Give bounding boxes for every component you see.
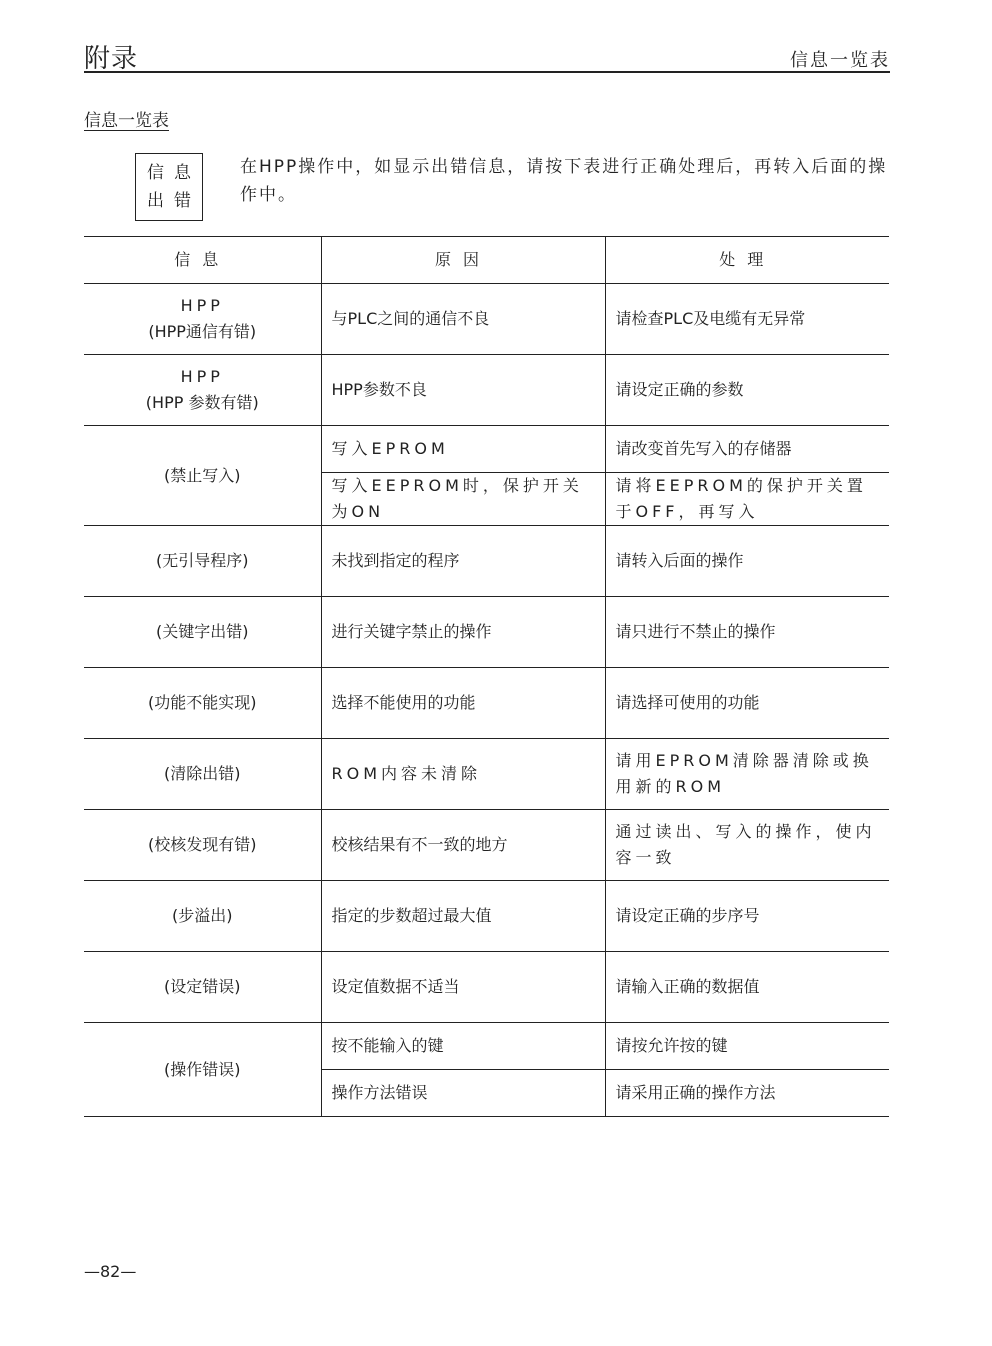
cause-cell: 操作方法错误	[321, 1070, 605, 1117]
message-table	[84, 236, 889, 1117]
action-cell: 通过读出、写入的操作，使内容一致	[605, 810, 889, 881]
action-cell: 请用EPROM清除器清除或换用新的ROM	[605, 739, 889, 810]
table-row	[84, 739, 889, 810]
message-cell: (无引导程序)	[84, 526, 321, 597]
message-cell: (设定错误)	[84, 952, 321, 1023]
cause-cell: 指定的步数超过最大值	[321, 881, 605, 952]
table-row	[84, 668, 889, 739]
cause-cell: 校核结果有不一致的地方	[321, 810, 605, 881]
cause-cell: 设定值数据不适当	[321, 952, 605, 1023]
action-cell: 请只进行不禁止的操作	[605, 597, 889, 668]
cause-cell: 选择不能使用的功能	[321, 668, 605, 739]
cause-cell: 与PLC之间的通信不良	[321, 284, 605, 355]
message-cell: (清除出错)	[84, 739, 321, 810]
table-row	[84, 526, 889, 597]
cause-cell: 按不能输入的键	[321, 1023, 605, 1070]
message-text: (HPP 参数有错)	[145, 393, 259, 412]
message-cell: (禁止写入)	[84, 426, 321, 526]
box-line-1: 信息	[147, 163, 201, 183]
action-cell: 请选择可使用的功能	[605, 668, 889, 739]
cause-cell: 写入EPROM	[321, 426, 605, 473]
message-error-box	[135, 153, 203, 221]
message-text: (HPP通信有错)	[148, 322, 257, 341]
col-header-action: 处理	[605, 237, 889, 284]
message-cell: (功能不能实现)	[84, 668, 321, 739]
action-cell: 请按允许按的键	[605, 1023, 889, 1070]
header-chapter: 附录	[84, 44, 139, 74]
action-cell: 请改变首先写入的存储器	[605, 426, 889, 473]
message-code: HPP	[180, 367, 224, 386]
table-row	[84, 426, 889, 473]
intro-text: 在HPP操作中，如显示出错信息，请按下表进行正确处理后，再转入后面的操作中。	[240, 157, 888, 205]
table-row	[84, 952, 889, 1023]
message-cell	[84, 355, 321, 426]
action-cell: 请采用正确的操作方法	[605, 1070, 889, 1117]
table-row	[84, 810, 889, 881]
cause-cell: 未找到指定的程序	[321, 526, 605, 597]
table-header-row	[84, 237, 889, 284]
action-cell: 请设定正确的参数	[605, 355, 889, 426]
action-cell: 请检查PLC及电缆有无异常	[605, 284, 889, 355]
section-title: 信息一览表	[84, 111, 169, 131]
cause-cell: HPP参数不良	[321, 355, 605, 426]
message-cell: (关键字出错)	[84, 597, 321, 668]
action-cell: 请设定正确的步序号	[605, 881, 889, 952]
message-cell: (步溢出)	[84, 881, 321, 952]
action-cell: 请转入后面的操作	[605, 526, 889, 597]
cause-cell: ROM内容未清除	[321, 739, 605, 810]
table-row	[84, 881, 889, 952]
cause-cell: 写入EEPROM时，保护开关为ON	[321, 473, 605, 526]
table-row	[84, 1023, 889, 1070]
action-cell: 请输入正确的数据值	[605, 952, 889, 1023]
page-number: —82—	[84, 1262, 137, 1281]
col-header-message: 信息	[84, 237, 321, 284]
header-section: 信息一览表	[790, 50, 890, 71]
box-line-2: 出错	[147, 191, 201, 211]
table-row	[84, 597, 889, 668]
header-divider	[84, 71, 890, 73]
table-row	[84, 284, 889, 355]
message-cell	[84, 284, 321, 355]
col-header-cause: 原因	[321, 237, 605, 284]
action-cell: 请将EEPROM的保护开关置于OFF，再写入	[605, 473, 889, 526]
table-row	[84, 355, 889, 426]
cause-cell: 进行关键字禁止的操作	[321, 597, 605, 668]
message-code: HPP	[180, 296, 224, 315]
message-cell: (校核发现有错)	[84, 810, 321, 881]
message-cell: (操作错误)	[84, 1023, 321, 1117]
